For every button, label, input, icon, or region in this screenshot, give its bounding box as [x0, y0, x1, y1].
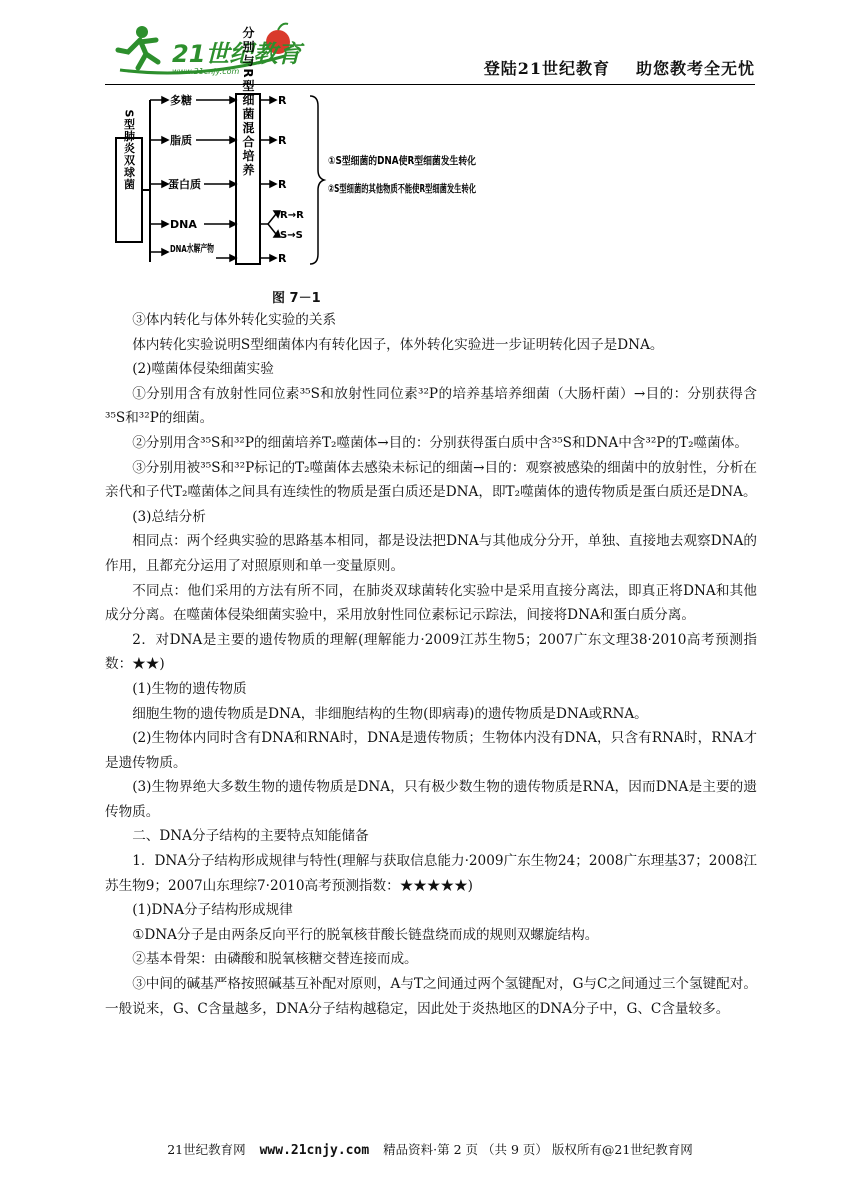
- figure-caption: 图 7－1: [272, 291, 321, 306]
- paragraph: ②分别用含³⁵S和³²P的细菌培养T₂噬菌体→目的：分别获得蛋白质中含³⁵S和DNA中含³²P的T₂噬菌体。: [132, 434, 748, 451]
- component-protein: 蛋白质: [168, 178, 201, 191]
- result-hydrolysate: R: [278, 252, 287, 265]
- paragraph: 体内转化实验说明S型细菌体内有转化因子，体外转化实验进一步证明转化因子是DNA。: [132, 336, 664, 353]
- paragraph: (1)DNA分子结构形成规律: [132, 902, 293, 919]
- header-slogan: [484, 56, 755, 79]
- paragraph: (3)生物界绝大多数生物的遗传物质是DNA，只有极少数生物的遗传物质是RNA，因而DNA是主要的遗传物质。: [105, 779, 757, 820]
- component-polysaccharide: 多糖: [170, 94, 192, 107]
- result-polysaccharide: R: [278, 94, 287, 107]
- paragraph: 细胞生物的遗传物质是DNA，非细胞结构的生物(即病毒)的遗传物质是DNA或RNA。: [132, 705, 648, 722]
- result-dna-s: S→S: [280, 230, 303, 241]
- slogan-right: 助您教考全无忧: [635, 59, 755, 78]
- logo-text: 21世纪教育: [172, 40, 302, 68]
- main-content: [105, 308, 757, 1021]
- paragraph: (1)生物的遗传物质: [132, 680, 247, 697]
- process-label: 分别与R型细菌混合培养: [241, 26, 255, 178]
- result-lipid: R: [278, 134, 287, 147]
- paragraph: 2．对DNA是主要的遗传物质的理解(理解能力·2009江苏生物5；2007广东文理38·2010高考预测指数：★★): [105, 631, 757, 673]
- paragraph: ③中间的碱基严格按照碱基互补配对原则，A与T之间通过两个氢键配对，G与C之间通过三个氢键配对。一般说来，G、C含量越多，DNA分子结构越稳定，因此处于炎热地区的DNA分子中，G、C含量较多。: [105, 976, 757, 1017]
- page-footer: [105, 1140, 755, 1158]
- paragraph: (3)总结分析: [132, 508, 206, 525]
- logo-21cnjy: [110, 18, 310, 80]
- component-dna-hydrolysate: DNA水解产物: [170, 244, 235, 255]
- paragraph: 不同点：他们采用的方法有所不同，在肺炎双球菌转化实验中是采用直接分离法，即真正将DNA和其他成分分离。在噬菌体侵染细菌实验中，采用放射性同位素标记示踪法，间接将DNA和蛋白质分离。: [105, 582, 757, 624]
- paragraph: 1．DNA分子结构形成规律与特性(理解与获取信息能力·2009广东生物24；2008广东理基37；2008江苏生物9；2007山东理综7·2010高考预测指数：★★★★★): [105, 853, 757, 894]
- page-header: [105, 18, 755, 80]
- conclusion-1-line1: ①S型细菌的DNA使R型细菌发生转化: [328, 155, 505, 167]
- paragraph: (2)噬菌体侵染细菌实验: [132, 361, 274, 378]
- logo-url: www.21cnjy.com: [172, 67, 240, 76]
- conclusion-2-line1: ②S型细菌的其他物质不能使R型细菌发生转化: [328, 183, 542, 195]
- paragraph: (2)生物体内同时含有DNA和RNA时，DNA是遗传物质；生物体内没有DNA，只含有RNA时，RNA才是遗传物质。: [105, 730, 757, 771]
- paragraph: ③分别用被³⁵S和³²P标记的T₂噬菌体去感染未标记的细菌→目的：观察被感染的细菌中的放射性，分析在亲代和子代T₂噬菌体之间具有连续性的物质是蛋白质还是DNA，即T₂噬菌体的遗传物质是蛋白质还是DNA。: [105, 459, 757, 501]
- paragraph: ①分别用含有放射性同位素³⁵S和放射性同位素³²P的培养基培养细菌（大肠杆菌）→目的：分别获得含³⁵S和³²P的细菌。: [105, 385, 757, 427]
- paragraph: ②基本骨架：由磷酸和脱氧核糖交替连接而成。: [132, 951, 418, 968]
- slogan-left: 登陆21世纪教育: [483, 59, 610, 78]
- paragraph: ③体内转化与体外转化实验的关系: [132, 312, 337, 328]
- footer-right: 精品资料·第 2 页 （共 9 页） 版权所有@21世纪教育网: [383, 1142, 693, 1157]
- paragraph: 相同点：两个经典实验的思路基本相同，都是设法把DNA与其他成分分开，单独、直接地去观察DNA的作用，且都充分运用了对照原则和单一变量原则。: [105, 533, 757, 574]
- component-lipid: 脂质: [170, 134, 192, 147]
- component-dna: DNA: [170, 218, 197, 231]
- result-protein: R: [278, 178, 287, 191]
- header-rule: [105, 84, 755, 85]
- section-heading: 二、DNA分子结构的主要特点知能储备: [132, 828, 369, 845]
- result-dna-r: R→R: [280, 210, 304, 221]
- paragraph: ①DNA分子是由两条反向平行的脱氧核苷酸长链盘绕而成的规则双螺旋结构。: [132, 926, 599, 943]
- source-label: S型肺炎双球菌: [122, 109, 136, 191]
- footer-site-link[interactable]: www.21cnjy.com: [259, 1143, 370, 1158]
- footer-left: 21世纪教育网: [167, 1142, 246, 1157]
